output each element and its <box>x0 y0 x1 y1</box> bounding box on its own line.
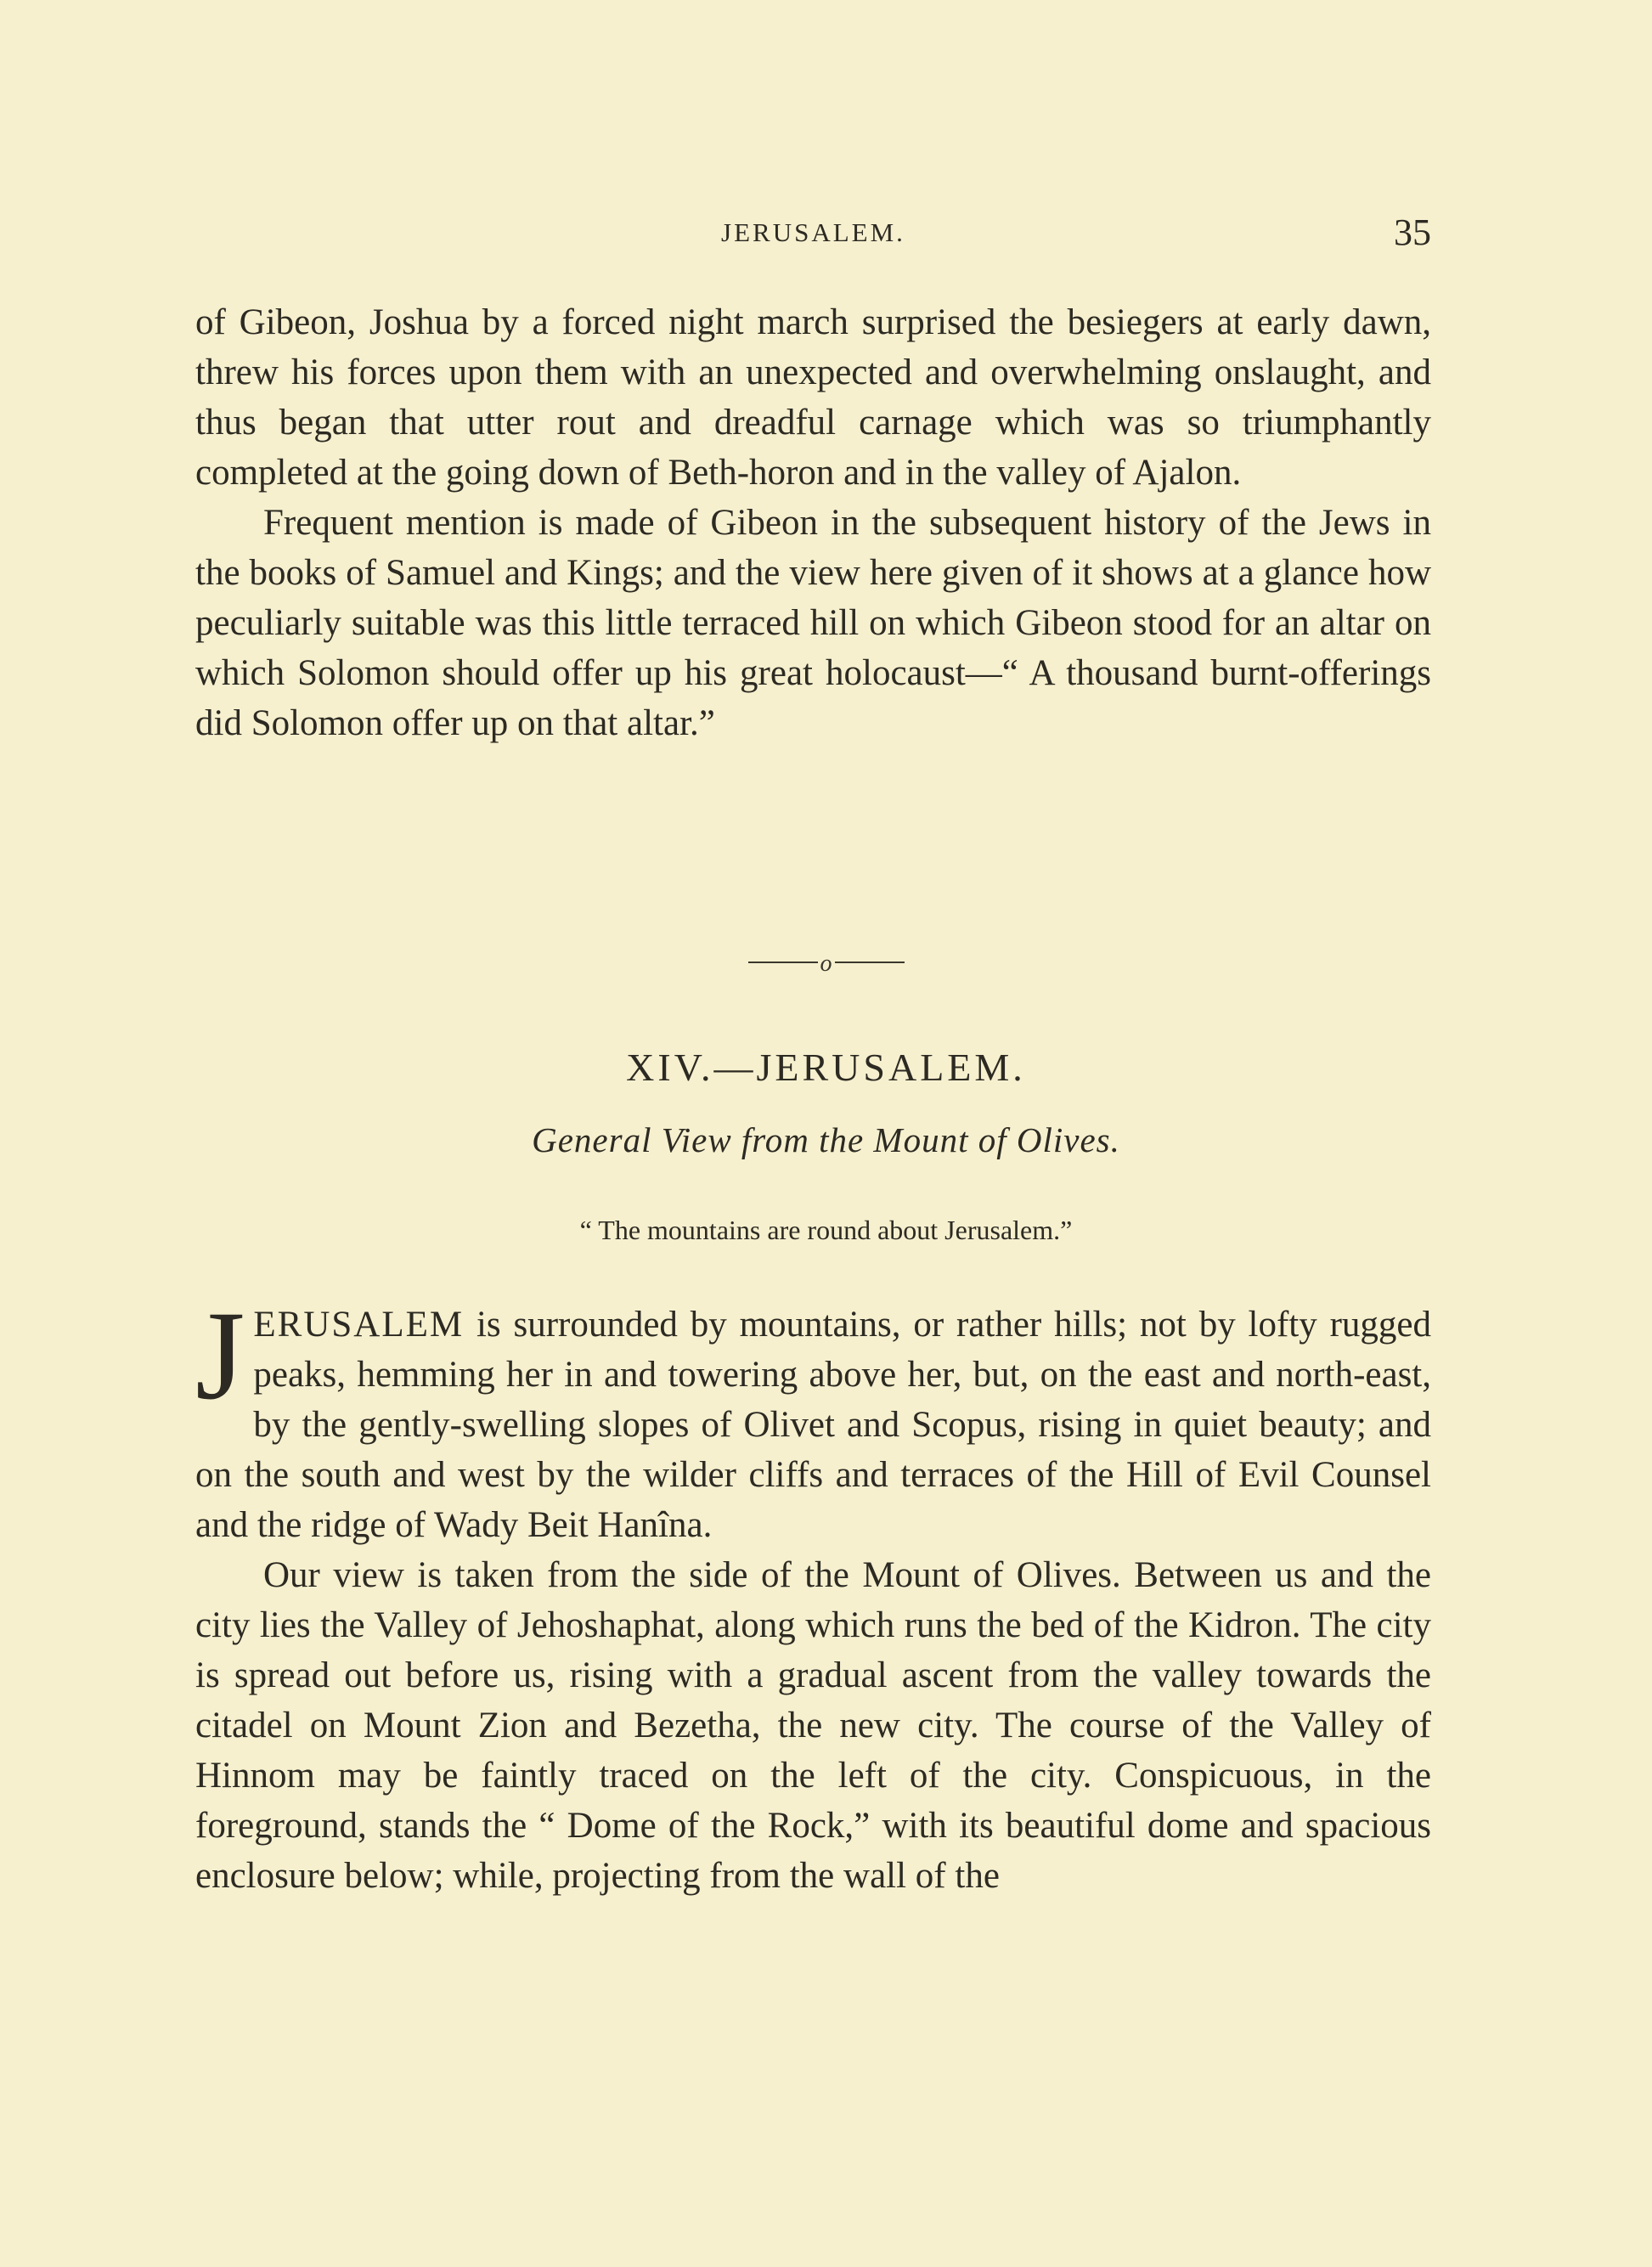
divider-rule-right <box>835 962 905 963</box>
paragraph-jerusalem-view: Our view is taken from the side of the Mount of Olives. Between us and the city lies the Valley of Jehoshaphat, along which runs the bed of the Kidron. The city is spread out before us, rising with a gradual ascent from the valley towards the citadel on Mount Zion and Bezetha, the new city. The course of the Valley of Hinnom may be faintly traced on the left of the city. Conspicuous, in the foreground, stands the “ Dome of the Rock,” with its beautiful dome and spacious enclosure below; while, projecting from the wall of the <box>195 1555 1431 1896</box>
running-title: JERUSALEM. <box>721 217 905 247</box>
epigraph: “ The mountains are round about Jerusalem.” <box>579 1215 1073 1245</box>
running-head <box>195 211 1431 262</box>
paragraph-gibeon-battle: of Gibeon, Joshua by a forced night march surprised the besiegers at early dawn, threw his forces upon them with an unexpected and overwhelming onslaught, and thus began that utter rout and dreadful carnage which was so triumphantly completed at the going down of Beth-horon and in the valley of Ajalon. <box>195 302 1431 493</box>
lead-caps: ERUSALEM <box>253 1305 465 1345</box>
page-number: 35 <box>1394 211 1431 253</box>
paragraph-gibeon-history: Frequent mention is made of Gibeon in the subsequent history of the Jews in the books of Samuel and Kings; and the view here given of it shows at a glance how peculiarly suitable was this little terraced hill on which Gibeon stood for an altar on which Solomon should offer up his great holocaust—“ A thousand burnt-offerings did Solomon offer up on that altar.” <box>195 503 1431 743</box>
section-divider <box>0 947 1652 976</box>
drop-cap: J <box>195 1285 245 1426</box>
divider-rule-left <box>748 962 818 963</box>
section-heading: XIV.—JERUSALEM. <box>626 1046 1026 1089</box>
divider-mark: o <box>820 950 832 977</box>
section-subtitle: General View from the Mount of Olives. <box>532 1120 1120 1159</box>
continued-text-block <box>195 297 1431 748</box>
jerusalem-text-block <box>195 1285 1431 1901</box>
paragraph-jerusalem-surroundings-text: is surrounded by mountains, or rather hills; not by lofty rugged peaks, hemming her in and towering above her, but, on the east and north-east, by the gently-swelling slopes of Olivet and Scopus, rising in quiet beauty; and on the south and west by the wilder cliffs and terraces of the Hill of Evil Counsel and the ridge of Wady Beit Hanîna. <box>195 1305 1431 1545</box>
paragraph-jerusalem-surroundings <box>195 1285 1431 1550</box>
